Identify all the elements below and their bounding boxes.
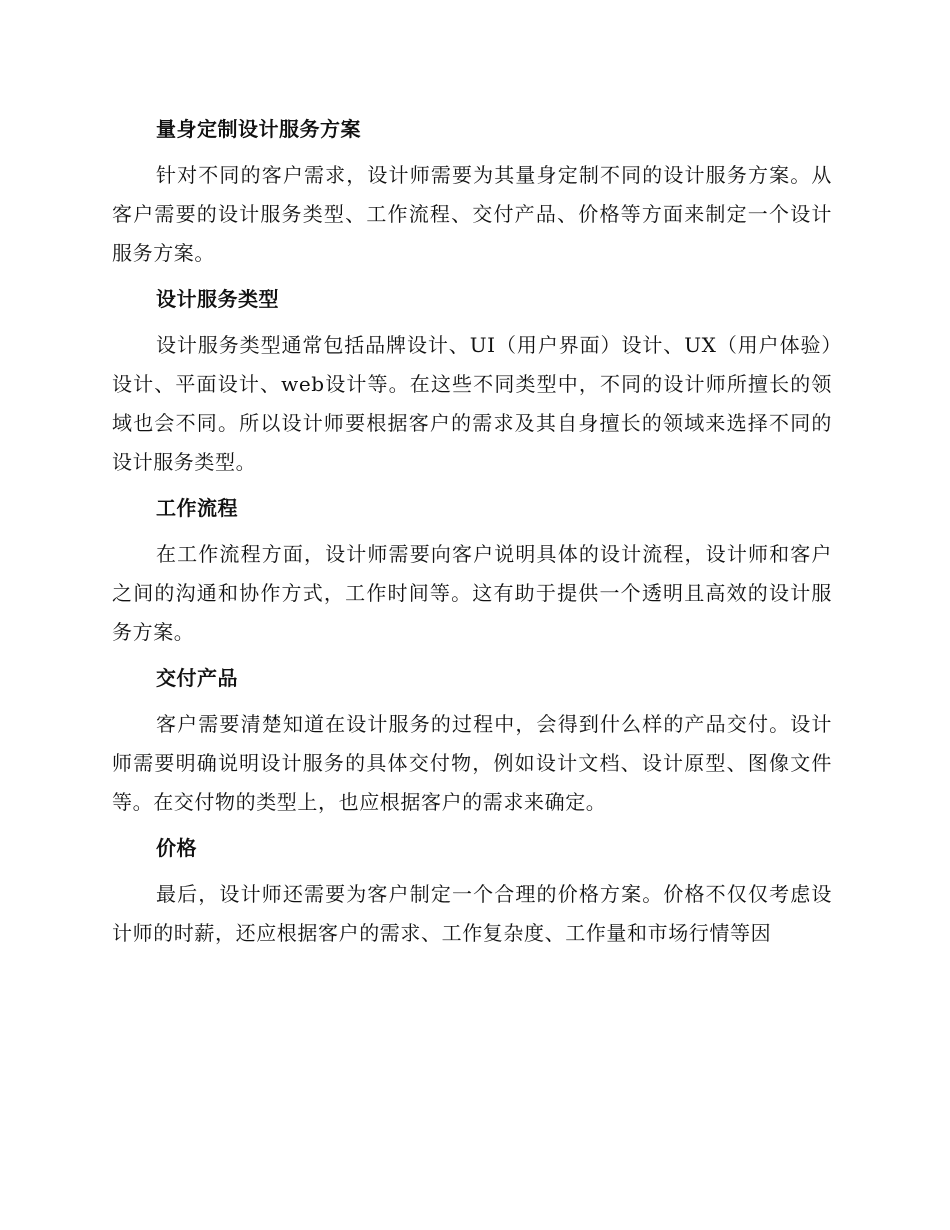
section-heading: 设计服务类型: [156, 287, 279, 311]
section-paragraph: 针对不同的客户需求，设计师需要为其量身定制不同的设计服务方案。从客户需要的设计服务类型、工作流程、交付产品、价格等方面来制定一个设计服务方案。: [112, 163, 832, 265]
section-workflow: [112, 494, 832, 652]
section-heading: 工作流程: [156, 496, 238, 520]
section-paragraph: 最后，设计师还需要为客户制定一个合理的价格方案。价格不仅仅考虑设计师的时薪，还应根据客户的需求、工作复杂度、工作量和市场行情等因: [112, 882, 832, 945]
section-heading: 量身定制设计服务方案: [156, 117, 361, 141]
section-custom-plan: [112, 115, 832, 273]
section-heading: 价格: [156, 836, 197, 860]
section-pricing: [112, 834, 832, 953]
section-paragraph: 在工作流程方面，设计师需要向客户说明具体的设计流程，设计师和客户之间的沟通和协作方式，工作时间等。这有助于提供一个透明且高效的设计服务方案。: [112, 542, 832, 644]
section-paragraph: 设计服务类型通常包括品牌设计、UI（用户界面）设计、UX（用户体验）设计、平面设计、web设计等。在这些不同类型中，不同的设计师所擅长的领域也会不同。所以设计师要根据客户的需求及其自身擅长的领域来选择不同的设计服务类型。: [112, 333, 832, 474]
section-paragraph: 客户需要清楚知道在设计服务的过程中，会得到什么样的产品交付。设计师需要明确说明设计服务的具体交付物，例如设计文档、设计原型、图像文件等。在交付物的类型上，也应根据客户的需求来确定。: [112, 712, 832, 814]
document-content: [112, 103, 832, 962]
section-deliverables: [112, 664, 832, 822]
section-heading: 交付产品: [156, 666, 238, 690]
section-service-types: [112, 285, 832, 482]
